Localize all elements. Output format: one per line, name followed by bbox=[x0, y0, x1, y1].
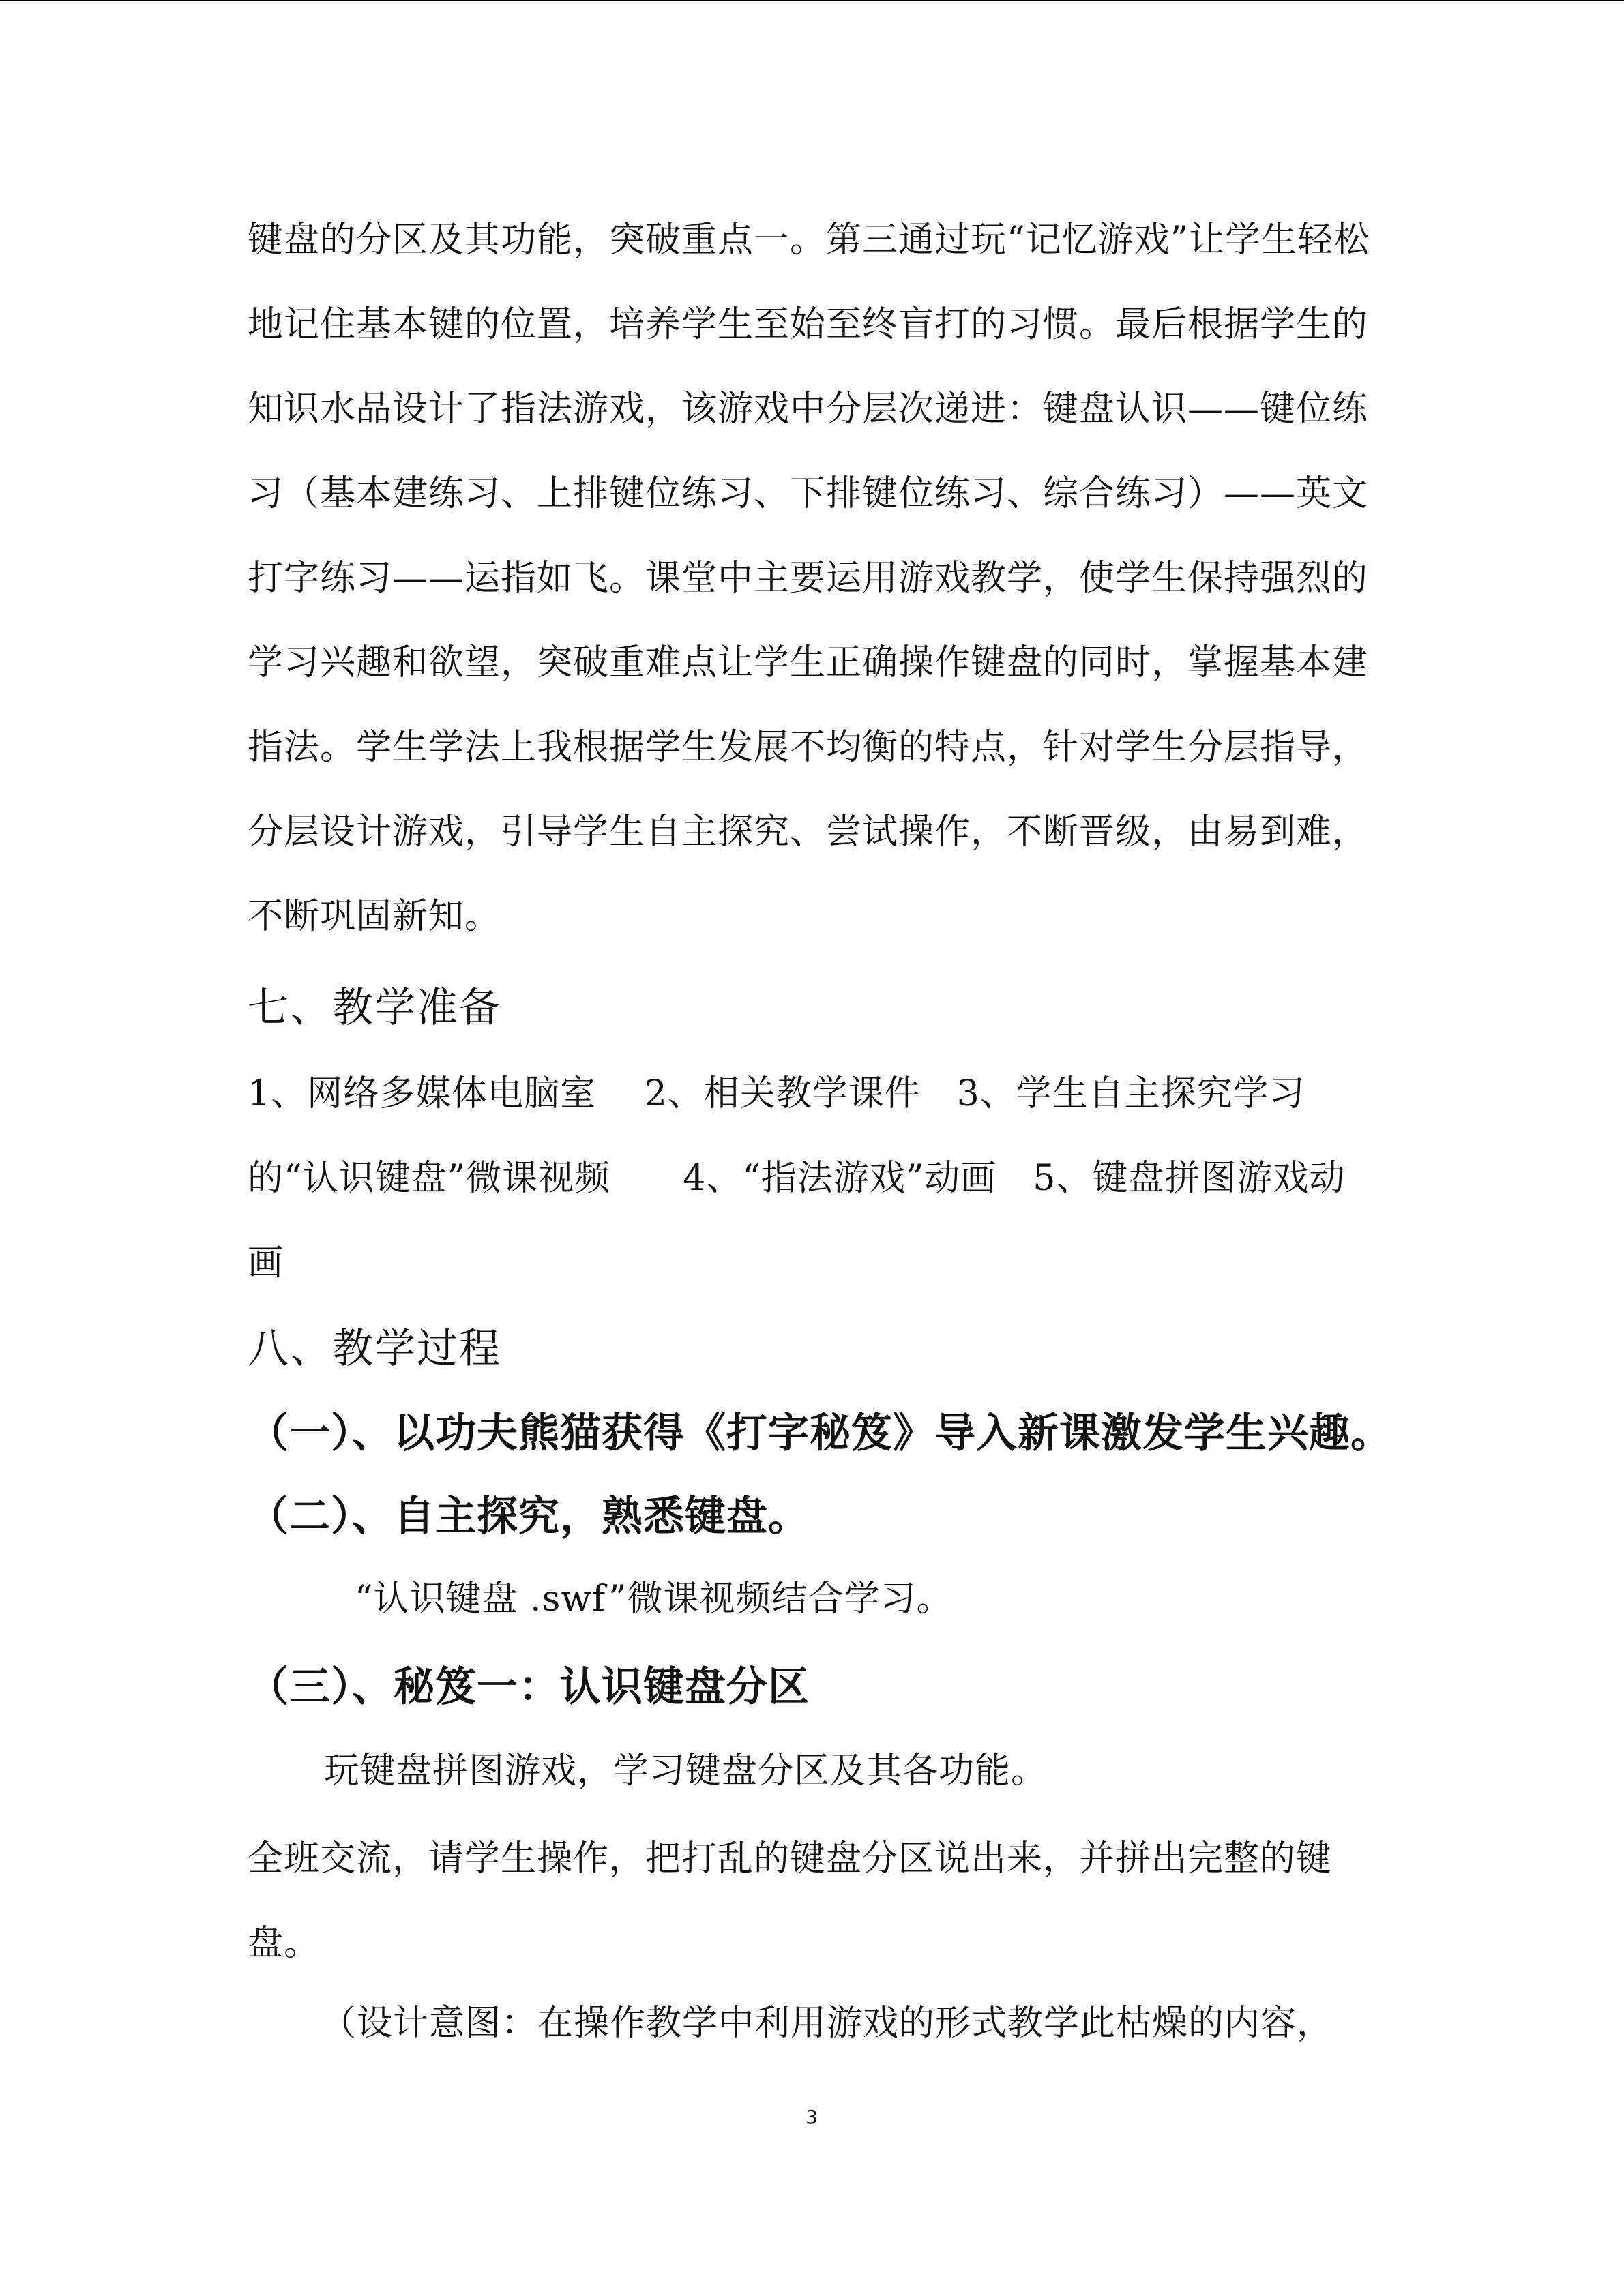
preparation-list: 1、网络多媒体电脑室 2、相关教学课件 3、学生自主探究学习的“认识键盘”微课视频 4、“指法游戏”动画 5、键盘拼图游戏动画 bbox=[248, 1073, 1346, 1283]
step-3-text-2: 全班交流，请学生操作，把打乱的键盘分区说出来，并拼出完整的键盘。 bbox=[248, 1838, 1333, 1964]
step-heading-3: （三）、秘笈一：认识键盘分区 bbox=[248, 1663, 810, 1711]
page-number: 3 bbox=[806, 2106, 818, 2128]
design-intent-text: （设计意图：在操作教学中利用游戏的形式教学此枯燥的内容， bbox=[321, 2003, 1333, 2044]
step-2-text: “认识键盘 .swf”微课视频结合学习。 bbox=[355, 1579, 953, 1620]
step-heading-1: （一）、以功夫熊猫获得《打字秘笈》导入新课激发学生兴趣。 bbox=[248, 1410, 1392, 1457]
body-paragraph: 键盘的分区及其功能，突破重点一。第三通过玩“记忆游戏”让学生轻松地记住基本键的位置，培养学生至始至终盲打的习惯。最后根据学生的知识水品设计了指法游戏，该游戏中分层次递进：键盘认识——键位练习（基本建练习、上排键位练习、下排键位练习、综合练习）——英文打字练习——运指如飞。课堂中主要运用游戏教学，使学生保持强烈的学习兴趣和欲望，突破重难点让学生正确操作键盘的同时，掌握基本建指法。学生学法上我根据学生发展不均衡的特点，针对学生分层指导，分层设计游戏，引导学生自主探究、尝试操作，不断晋级，由易到难，不断巩固新知。 bbox=[248, 220, 1370, 937]
section-heading-preparation: 七、教学准备 bbox=[248, 984, 501, 1032]
step-3-text-1: 玩键盘拼图游戏，学习键盘分区及其各功能。 bbox=[324, 1750, 1048, 1791]
section-heading-process: 八、教学过程 bbox=[248, 1325, 501, 1373]
step-heading-2: （二）、自主探究，熟悉键盘。 bbox=[248, 1493, 810, 1540]
